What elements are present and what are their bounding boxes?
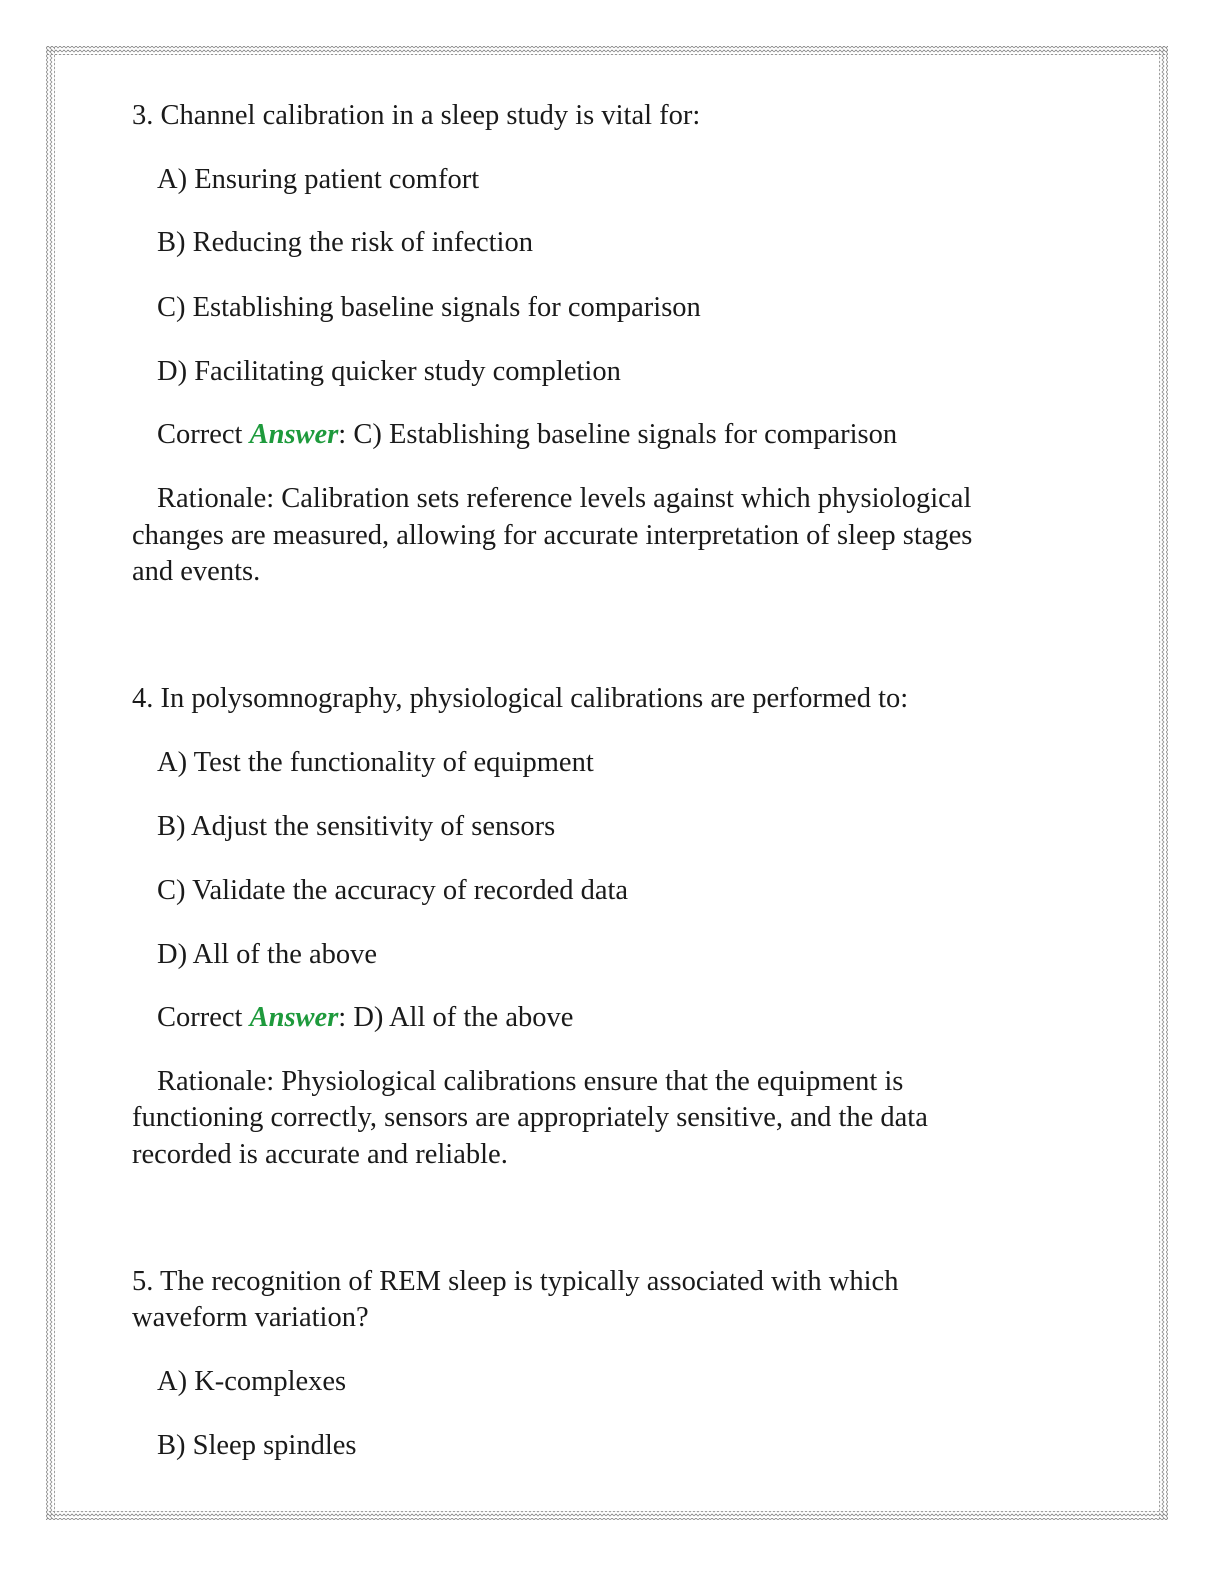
answer-keyword: Answer (249, 1002, 339, 1033)
question-4-text: 4. In polysomnography, physiological calibrations are performed to: (132, 683, 909, 714)
question-3-rationale-line-2: changes are measured, allowing for accurate interpretation of sleep stages (132, 520, 973, 551)
question-4-option-d: D) All of the above (157, 939, 378, 970)
question-3-option-b: B) Reducing the risk of infection (157, 227, 533, 258)
question-5-text-line-1: 5. The recognition of REM sleep is typically associated with which (132, 1266, 899, 1297)
question-4-rationale-line-1: Rationale: Physiological calibrations ensure that the equipment is (157, 1066, 904, 1097)
answer-prefix: Correct (157, 1002, 250, 1033)
answer-value: : D) All of the above (338, 1002, 574, 1033)
question-4-rationale-line-2: functioning correctly, sensors are appropriately sensitive, and the data (132, 1102, 928, 1133)
question-4-rationale-line-3: recorded is accurate and reliable. (132, 1139, 508, 1170)
question-4-option-c: C) Validate the accuracy of recorded data (157, 875, 629, 906)
question-3-option-d: D) Facilitating quicker study completion (157, 356, 621, 387)
question-3-text: 3. Channel calibration in a sleep study is vital for: (132, 100, 701, 131)
answer-keyword: Answer (249, 419, 339, 450)
question-5-option-a: A) K-complexes (157, 1366, 347, 1397)
question-3-option-c: C) Establishing baseline signals for comparison (157, 292, 701, 323)
question-5-text-line-2: waveform variation? (132, 1302, 369, 1333)
question-5-option-b: B) Sleep spindles (157, 1430, 357, 1461)
question-3-correct-answer (157, 417, 897, 453)
question-4-correct-answer (157, 1000, 573, 1036)
answer-value: : C) Establishing baseline signals for comparison (338, 419, 898, 450)
question-3-option-a: A) Ensuring patient comfort (157, 164, 480, 195)
answer-prefix: Correct (157, 419, 250, 450)
question-3-rationale-line-1: Rationale: Calibration sets reference levels against which physiological (157, 483, 972, 514)
question-3-rationale-line-3: and events. (132, 556, 261, 587)
question-4-option-a: A) Test the functionality of equipment (157, 747, 594, 778)
question-4-option-b: B) Adjust the sensitivity of sensors (157, 811, 556, 842)
